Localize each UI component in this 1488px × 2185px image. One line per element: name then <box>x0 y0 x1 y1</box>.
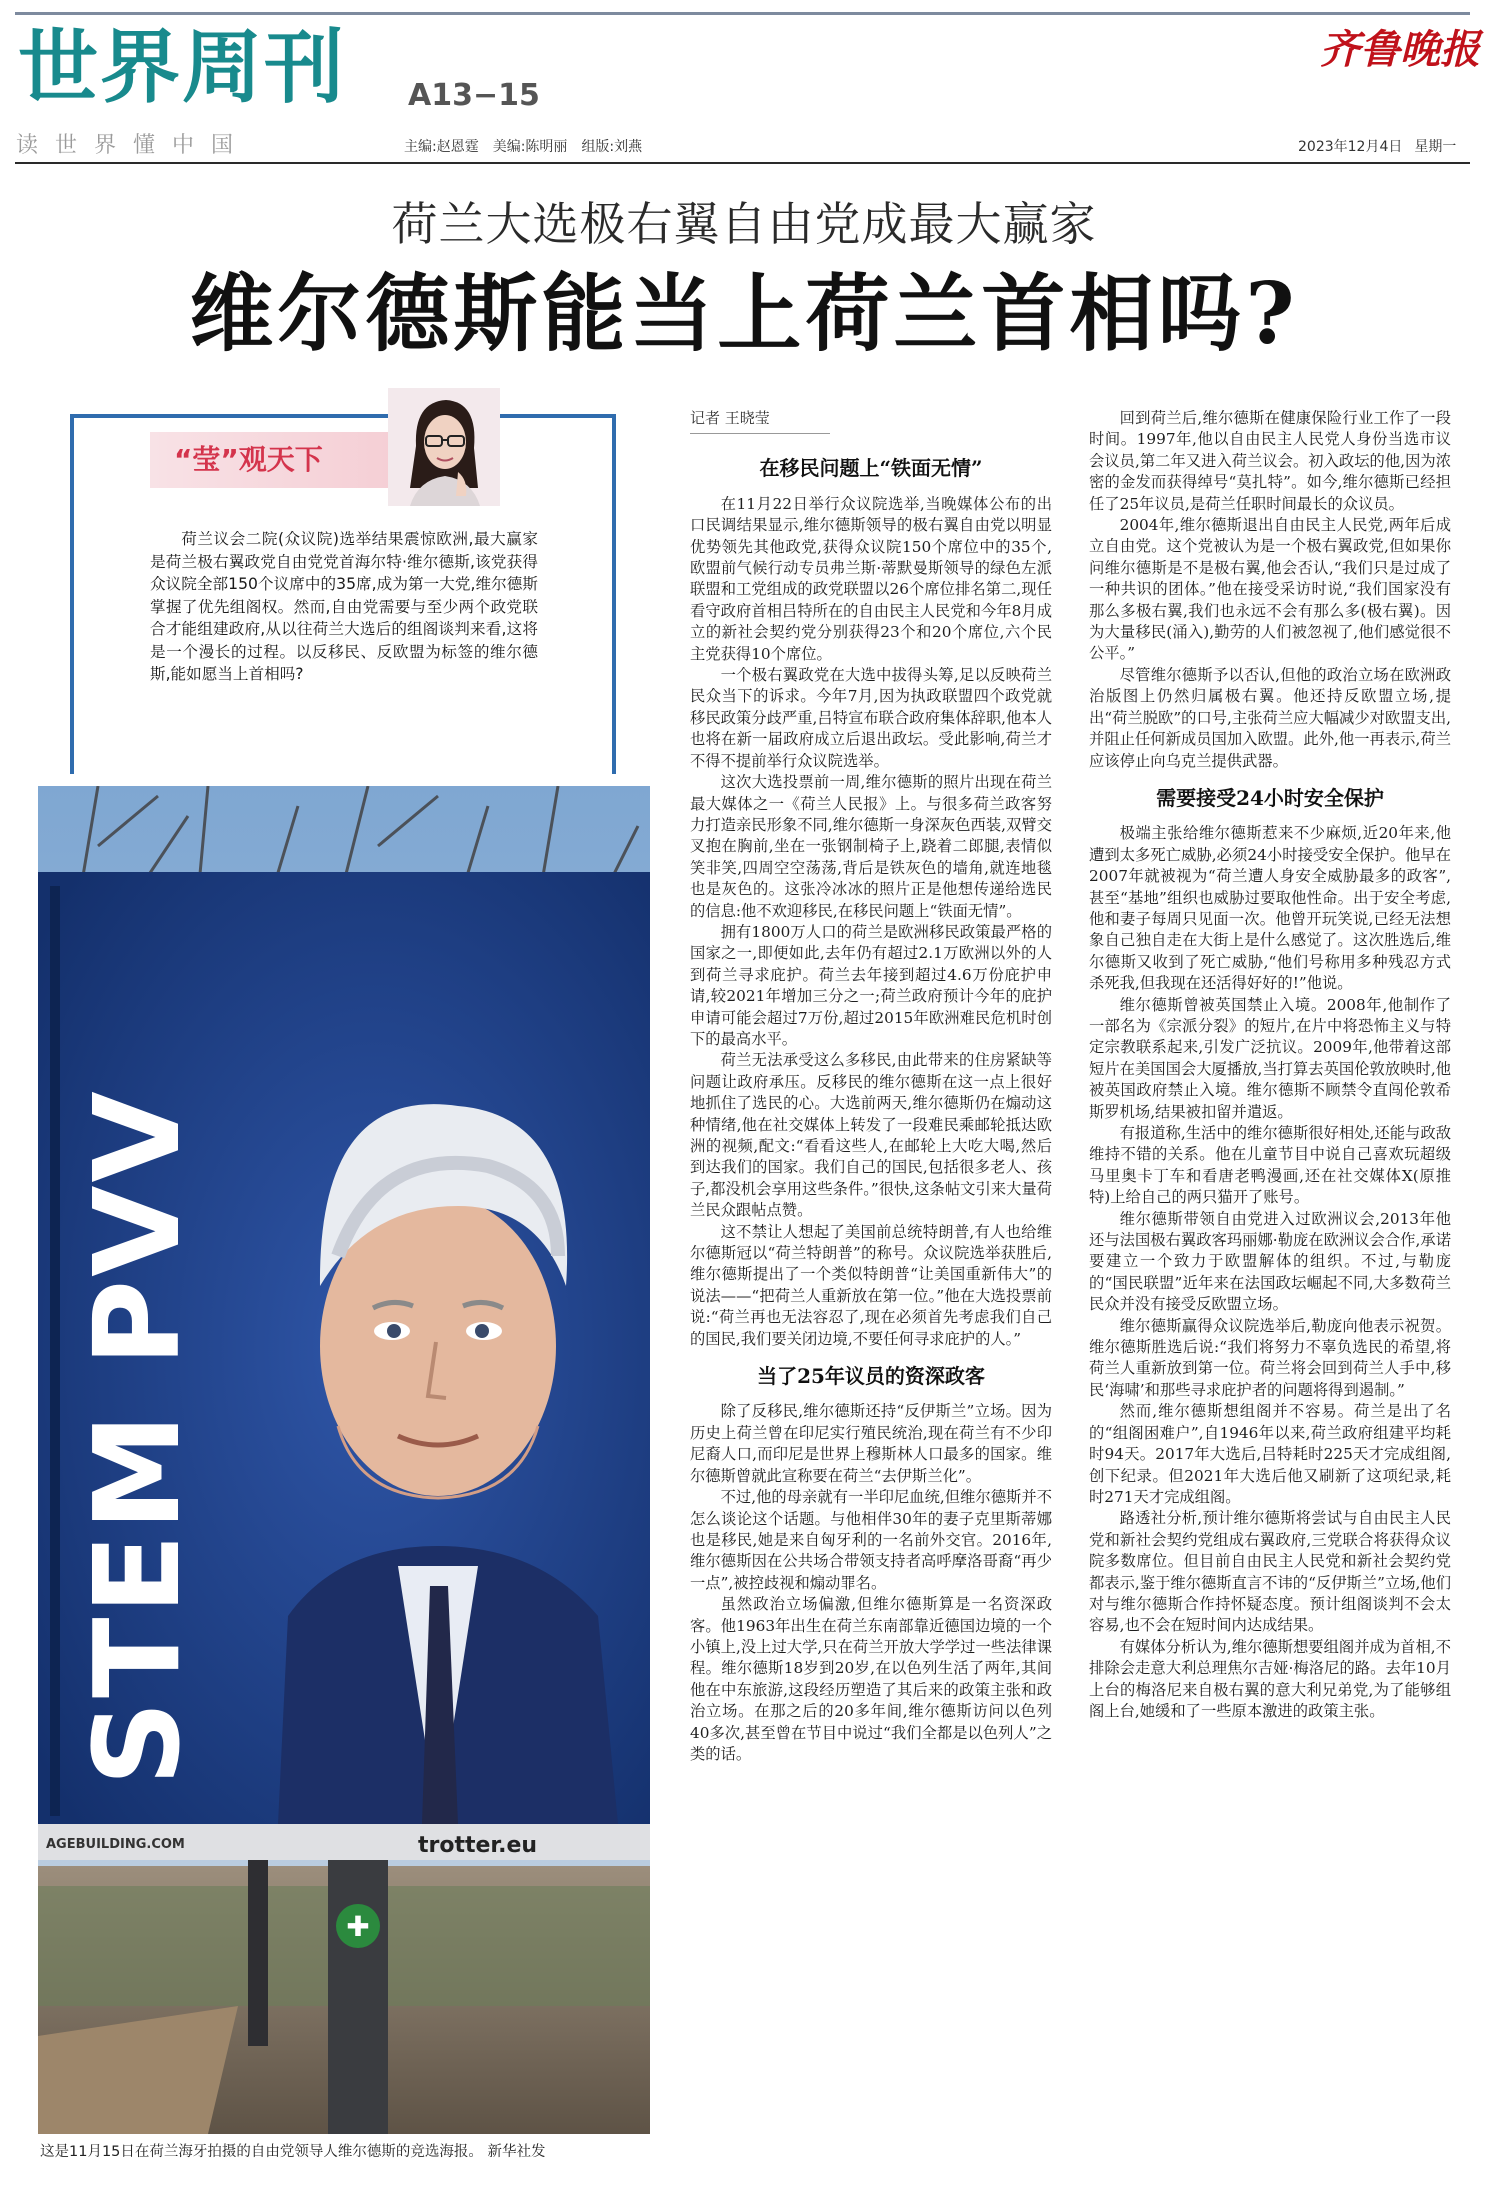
masthead-rule <box>15 162 1470 164</box>
section-heading: 在移民问题上“铁面无情” <box>759 456 983 481</box>
paragraph: 有报道称,生活中的维尔德斯很好相处,还能与政敌维持不错的关系。他在儿童节目中说自己喜欢玩超级马里奥卡丁车和看唐老鸭漫画,还在社交媒体X(原推特)上给自己的两只猫开了账号。 <box>1089 1124 1451 1207</box>
article-column-right <box>1089 408 1451 1722</box>
poster-brand-text: trotter.eu <box>418 1833 538 1858</box>
paragraph: 在11月22日举行众议院选举,当晚媒体公布的出口民调结果显示,维尔德斯领导的极右翼自由党以明显优势领先其他政党,获得众议院150个席位中的35个,欧盟前气候行动专员弗兰斯·蒂默曼斯领导的绿色左派联盟和工党组成的政党联盟以26个席位排名第二,现任看守政府首相吕特所在的自由民主人民党和今年8月成立的新社会契约党分别获得23个和20个席位,六个民主党获得10个席位。 <box>690 494 1052 663</box>
layout-credit: 组版:刘燕 <box>581 139 643 155</box>
paragraph: 拥有1800万人口的荷兰是欧洲移民政策最严格的国家之一,即便如此,去年仍有超过2.1万欧洲以外的人到荷兰寻求庇护。荷兰去年接到超过4.6万份庇护申请,较2021年增加三分之一;荷兰政府预计今年的庇护申请可能会超过7万份,超过2015年欧洲难民危机时创下的最高水平。 <box>690 922 1052 1048</box>
top-rule <box>15 12 1470 15</box>
paragraph: 一个极右翼政党在大选中拔得头筹,足以反映荷兰民众当下的诉求。今年7月,因为执政联盟四个政党就移民政策分歧严重,吕特宣布联合政府集体辞职,他本人也将在新一届政府成立后退出政坛。受此影响,荷兰才不得不提前举行众议院选举。 <box>690 666 1052 770</box>
paragraph: 荷兰无法承受这么多移民,由此带来的住房紧缺等问题让政府承压。反移民的维尔德斯在这一点上很好地抓住了选民的心。大选前两天,维尔德斯仍在煽动这种情绪,他在社交媒体上转发了一段难民乘邮轮抵达欧洲的视频,配文:“看看这些人,在邮轮上大吃大喝,然后到达我们的国家。我们自己的国民,包括很多老人、孩子,都没机会享用这些条件。”很快,这条帖文引来大量荷兰民众跟帖点赞。 <box>690 1051 1052 1220</box>
column-name: “莹”观天下 <box>174 443 323 476</box>
campaign-poster-photo <box>38 786 650 2134</box>
paragraph: 除了反移民,维尔德斯还持“反伊斯兰”立场。因为历史上荷兰曾在印尼实行殖民统治,现在荷兰有不少印尼裔人口,而印尼是世界上穆斯林人口最多的国家。维尔德斯曾就此宣称要在荷兰“去伊斯兰化”。 <box>690 1402 1052 1485</box>
svg-text:✚: ✚ <box>346 1910 370 1943</box>
credits <box>404 136 656 156</box>
paragraph: 虽然政治立场偏激,但维尔德斯算是一名资深政客。他1963年出生在荷兰东南部靠近德国边境的一个小镇上,没上过大学,只在荷兰开放大学学过一些法律课程。维尔德斯18岁到20岁,在以色列生活了两年,其间他在中东旅游,这段经历塑造了其后来的政策主张和政治立场。在那之后的20多年间,维尔德斯访问以色列40多次,甚至曾在节目中说过“我们全都是以色列人”之类的话。 <box>690 1595 1052 1763</box>
byline: 记者 王晓莹 <box>690 408 830 434</box>
paragraph: 维尔德斯带领自由党进入过欧洲议会,2013年他还与法国极右翼政客玛丽娜·勒庞在欧洲议会合作,承诺要建立一个致力于欧盟解体的组织。不过,与勒庞的“国民联盟”近年来在法国政坛崛起不同,大多数荷兰民众并没有接受反欧盟立场。 <box>1089 1209 1451 1314</box>
weekday: 星期一 <box>1414 139 1457 155</box>
section-heading: 需要接受24小时安全保护 <box>1156 785 1384 810</box>
editor-credit: 主编:赵恩霆 <box>404 139 479 155</box>
paragraph: 维尔德斯赢得众议院选举后,勒庞向他表示祝贺。维尔德斯胜选后说:“我们将努力不辜负选民的希望,将荷兰人重新放到第一位。荷兰将会回到荷兰人手中,移民‘海啸’和那些寻求庇护者的问题将得到遏制。” <box>1089 1316 1451 1399</box>
section-heading: 当了25年议员的资深政客 <box>757 1364 985 1389</box>
main-headline: 维尔德斯能当上荷兰首相吗? <box>189 264 1299 363</box>
paragraph: 极端主张给维尔德斯惹来不少麻烦,近20年来,他遭到太多死亡威胁,必须24小时接受安全保护。他早在2007年就被视为“荷兰遭人身安全威胁最多的政客”,甚至“基地”组织也威胁过要取他性命。出于安全考虑,他和妻子每周只见面一次。他曾开玩笑说,已经无法想象自己独自走在大街上是什么感觉了。这次胜选后,维尔德斯又收到了死亡威胁,“他们号称用多种残忍方式杀死我,但我现在还活得好好的!”他说。 <box>1089 824 1451 993</box>
paragraph: 有媒体分析认为,维尔德斯想要组阁并成为首相,不排除会走意大利总理焦尔吉娅·梅洛尼的路。去年10月上台的梅洛尼来自极右翼的意大利兄弟党,为了能够组阁上台,她缓和了一些原本激进的政策主张。 <box>1089 1637 1451 1720</box>
paragraph: 2004年,维尔德斯退出自由民主人民党,两年后成立自由党。这个党被认为是一个极右翼政党,但如果你问维尔德斯是不是极右翼,他会否认,“我们只是过成了一种共识的团体。”他在接受采访时说,“我们国家没有那么多极右翼,我们也永远不会有那么多(极右翼)。因为大量移民(涌入),勤劳的人们被忽视了,他们感觉很不公平。” <box>1089 516 1451 663</box>
paragraph: 尽管维尔德斯予以否认,但他的政治立场在欧洲政治版图上仍然归属极右翼。他还持反欧盟立场,提出“荷兰脱欧”的口号,主张荷兰应大幅减少对欧盟支出,并阻止任何新成员国加入欧盟。此外,他一再表示,荷兰应该停止向乌克兰提供武器。 <box>1089 665 1451 770</box>
newspaper-logo: 齐鲁晚报 <box>1320 26 1480 73</box>
poster-site-text: AGEBUILDING.COM <box>46 1837 185 1852</box>
lead-paragraph: 荷兰议会二院(众议院)选举结果震惊欧洲,最大赢家是荷兰极右翼政党自由党党首海尔特·维尔德斯,该党获得众议院全部150个议席中的35席,成为第一大党,维尔德斯掌握了优先组阁权。然而,自由党需要与至少两个政党联合才能组建政府,从以往荷兰大选后的组阁谈判来看,这将是一个漫长的过程。以反移民、反欧盟为标签的维尔德斯,能如愿当上首相吗? <box>150 530 538 683</box>
paragraph: 回到荷兰后,维尔德斯在健康保险行业工作了一段时间。1997年,他以自由民主人民党人身份当选市议会议员,第二年又进入荷兰议会。初入政坛的他,因为浓密的金发而获得绰号“莫扎特”。如今,维尔德斯已经担任了25年议员,是荷兰任职时间最长的众议员。 <box>1089 409 1451 513</box>
section-title: 世界周刊 <box>18 21 346 114</box>
article-column-middle <box>690 408 1052 1765</box>
paragraph: 这次大选投票前一周,维尔德斯的照片出现在荷兰最大媒体之一《荷兰人民报》上。与很多荷兰政客努力打造亲民形象不同,维尔德斯一身深灰色西装,双臂交叉抱在胸前,坐在一张钢制椅子上,跷着二郎腿,表情似笑非笑,四周空空荡荡,背后是铁灰色的墙角,就连地毯也是灰色的。这张冷冰冰的照片正是他想传递给选民的信息:他不欢迎移民,在移民问题上“铁面无情”。 <box>690 773 1052 920</box>
page-range: A13−15 <box>408 78 540 113</box>
paragraph: 路透社分析,预计维尔德斯将尝试与自由民主人民党和新社会契约党组成右翼政府,三党联合将获得众议院多数席位。但目前自由民主人民党和新社会契约党都表示,鉴于维尔德斯直言不讳的“反伊斯兰”立场,他们对与维尔德斯合作持怀疑态度。预计组阁谈判不会太容易,也不会在短时间内达成结果。 <box>1089 1509 1451 1635</box>
paragraph: 然而,维尔德斯想组阁并不容易。荷兰是出了名的“组阁困难户”,自1946年以来,荷兰政府组建平均耗时94天。2017年大选后,吕特耗时225天才完成组阁,创下纪录。但2021年大选后他又刷新了这项纪录,耗时271天才完成组阁。 <box>1089 1402 1451 1506</box>
photo-caption: 这是11月15日在荷兰海牙拍摄的自由党领导人维尔德斯的竞选海报。 新华社发 <box>40 2144 546 2160</box>
paragraph: 不过,他的母亲就有一半印尼血统,但维尔德斯并不怎么谈论这个话题。与他相伴30年的妻子克里斯蒂娜也是移民,她是来自匈牙利的一名前外交官。2016年,维尔德斯因在公共场合带领支持者高呼摩洛哥裔“再少一点”,被控歧视和煽动罪名。 <box>690 1488 1052 1592</box>
slogan: 读世界懂中国 <box>16 133 251 158</box>
poster-slogan: STEM PVV <box>68 1088 206 1786</box>
kicker-headline: 荷兰大选极右翼自由党成最大赢家 <box>391 197 1097 251</box>
date-line <box>1286 136 1456 156</box>
author-portrait <box>388 388 500 506</box>
date: 2023年12月4日 <box>1298 139 1403 155</box>
designer-credit: 美编:陈明丽 <box>492 139 568 155</box>
paragraph: 这不禁让人想起了美国前总统特朗普,有人也给维尔德斯冠以“荷兰特朗普”的称号。众议院选举获胜后,维尔德斯提出了一个类似特朗普“让美国重新伟大”的说法——“把荷兰人重新放在第一位。”他在大选投票前说:“荷兰再也无法容忍了,现在必须首先考虑我们自己的国民,我们要关闭边境,不要任何寻求庇护的人。” <box>690 1222 1052 1348</box>
paragraph: 维尔德斯曾被英国禁止入境。2008年,他制作了一部名为《宗派分裂》的短片,在片中将恐怖主义与特定宗教联系起来,引发广泛抗议。2009年,他带着这部短片在美国国会大厦播放,当打算去英国伦敦放映时,他被英国政府禁止入境。维尔德斯不顾禁令直闯伦敦希斯罗机场,结果被扣留并遣返。 <box>1089 995 1451 1121</box>
